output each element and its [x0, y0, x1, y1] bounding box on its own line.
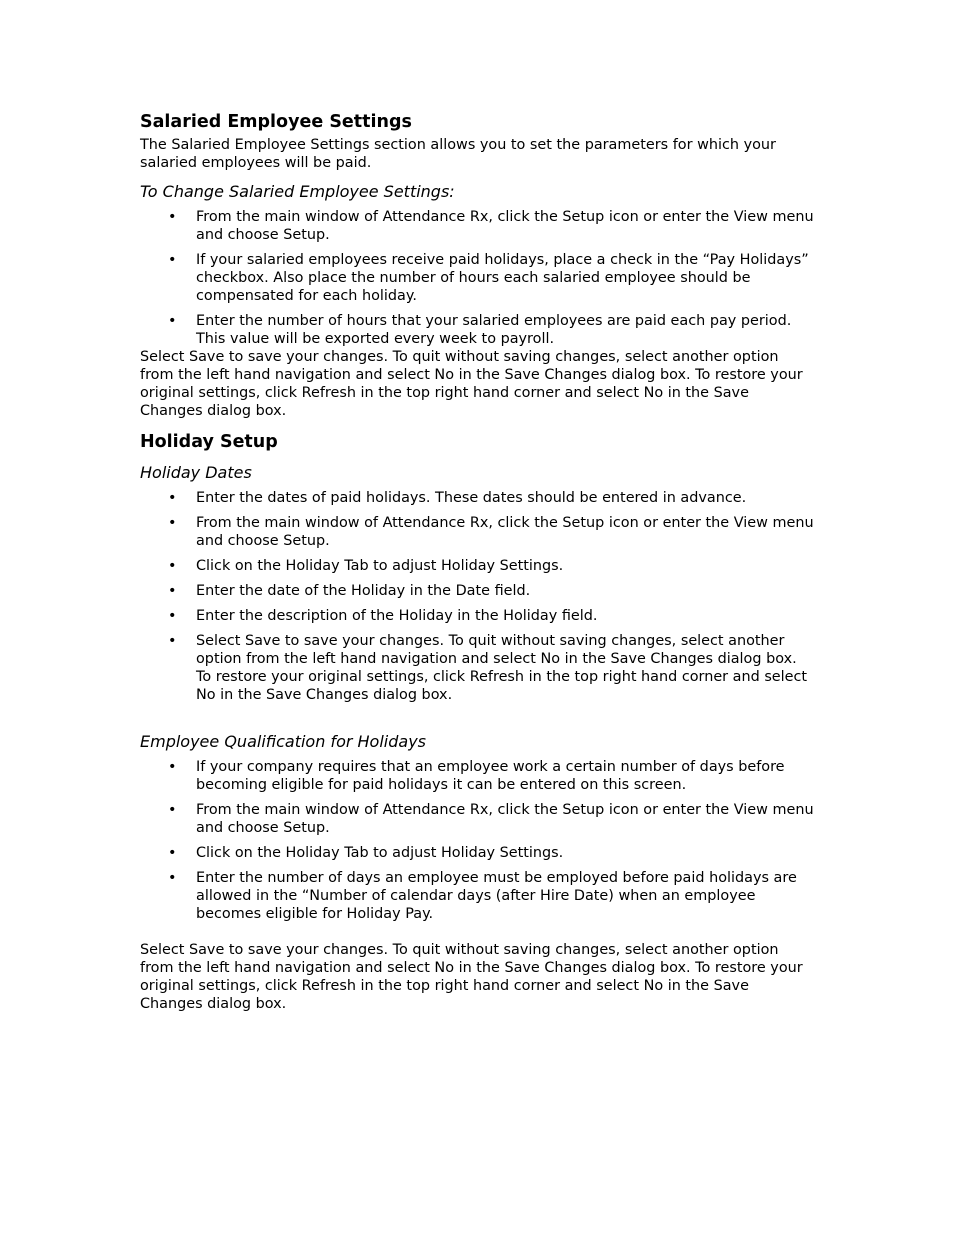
list-item: • From the main window of Attendance Rx, click the Setup icon or enter the View menu and choose Setup.: [168, 802, 814, 836]
holiday-dates-subheading: Holiday Dates: [140, 463, 252, 482]
bullet-glyph: •: [168, 802, 177, 818]
salaried-subheading: To Change Salaried Employee Settings:: [140, 182, 455, 201]
list-item: • If your company requires that an employee work a certain number of days before becoming eligible for paid holidays it can be entered on this screen.: [168, 759, 785, 793]
list-item: • Enter the number of days an employee must be employed before paid holidays are allowed in the “Number of calendar days (after Hire Date) when an employee becomes eligible for Holiday Pay.: [168, 870, 797, 922]
qualification-subheading: Employee Qualification for Holidays: [140, 732, 426, 751]
qualification-closing: Select Save to save your changes. To quit without saving changes, select another option from the left hand navigation and select No in the Save Changes dialog box. To restore your original settings, click Refresh in the top right hand corner and select No in the Save Changes dialog box.: [140, 942, 803, 1012]
salaried-list: [140, 208, 815, 348]
qualification-list: [140, 758, 815, 923]
salaried-heading: Salaried Employee Settings: [140, 112, 412, 132]
bullet-glyph: •: [168, 515, 177, 531]
bullet-glyph: •: [168, 490, 177, 506]
bullet-glyph: •: [168, 759, 177, 775]
list-item: • Enter the date of the Holiday in the Date field.: [168, 583, 531, 599]
bullet-glyph: •: [168, 313, 177, 329]
bullet-glyph: •: [168, 252, 177, 268]
list-item: • Enter the dates of paid holidays. These dates should be entered in advance.: [168, 490, 747, 506]
salaried-closing: Select Save to save your changes. To quit without saving changes, select another option from the left hand navigation and select No in the Save Changes dialog box. To restore your original settings, click Refresh in the top right hand corner and select No in the Save Changes dialog box.: [140, 349, 803, 419]
list-item: • Select Save to save your changes. To quit without saving changes, select another option from the left hand navigation and select No in the Save Changes dialog box. To restore your original settings, click Refresh in the top right hand corner and select No in the Save Changes dialog box.: [168, 633, 808, 703]
list-item: • Enter the description of the Holiday in the Holiday field.: [168, 608, 598, 624]
bullet-glyph: •: [168, 209, 177, 225]
bullet-glyph: •: [168, 845, 177, 861]
holiday-heading: Holiday Setup: [140, 432, 278, 452]
bullet-glyph: •: [168, 870, 177, 886]
bullet-glyph: •: [168, 633, 177, 649]
list-item: • From the main window of Attendance Rx, click the Setup icon or enter the View menu and choose Setup.: [168, 515, 814, 549]
salaried-intro: The Salaried Employee Settings section allows you to set the parameters for which your salaried employees will be paid.: [140, 137, 776, 171]
list-item: • Click on the Holiday Tab to adjust Holiday Settings.: [168, 558, 564, 574]
holiday-dates-list: [140, 489, 815, 704]
document-page: [140, 111, 815, 1013]
list-item: • From the main window of Attendance Rx, click the Setup icon or enter the View menu and choose Setup.: [168, 209, 814, 243]
bullet-glyph: •: [168, 583, 177, 599]
list-item: • Enter the number of hours that your salaried employees are paid each pay period. This value will be exported every week to payroll.: [168, 313, 792, 347]
list-item: • If your salaried employees receive paid holidays, place a check in the “Pay Holidays” checkbox. Also place the number of hours each salaried employee should be compensated for each holiday.: [168, 252, 809, 304]
bullet-glyph: •: [168, 558, 177, 574]
list-item: • Click on the Holiday Tab to adjust Holiday Settings.: [168, 845, 564, 861]
bullet-glyph: •: [168, 608, 177, 624]
